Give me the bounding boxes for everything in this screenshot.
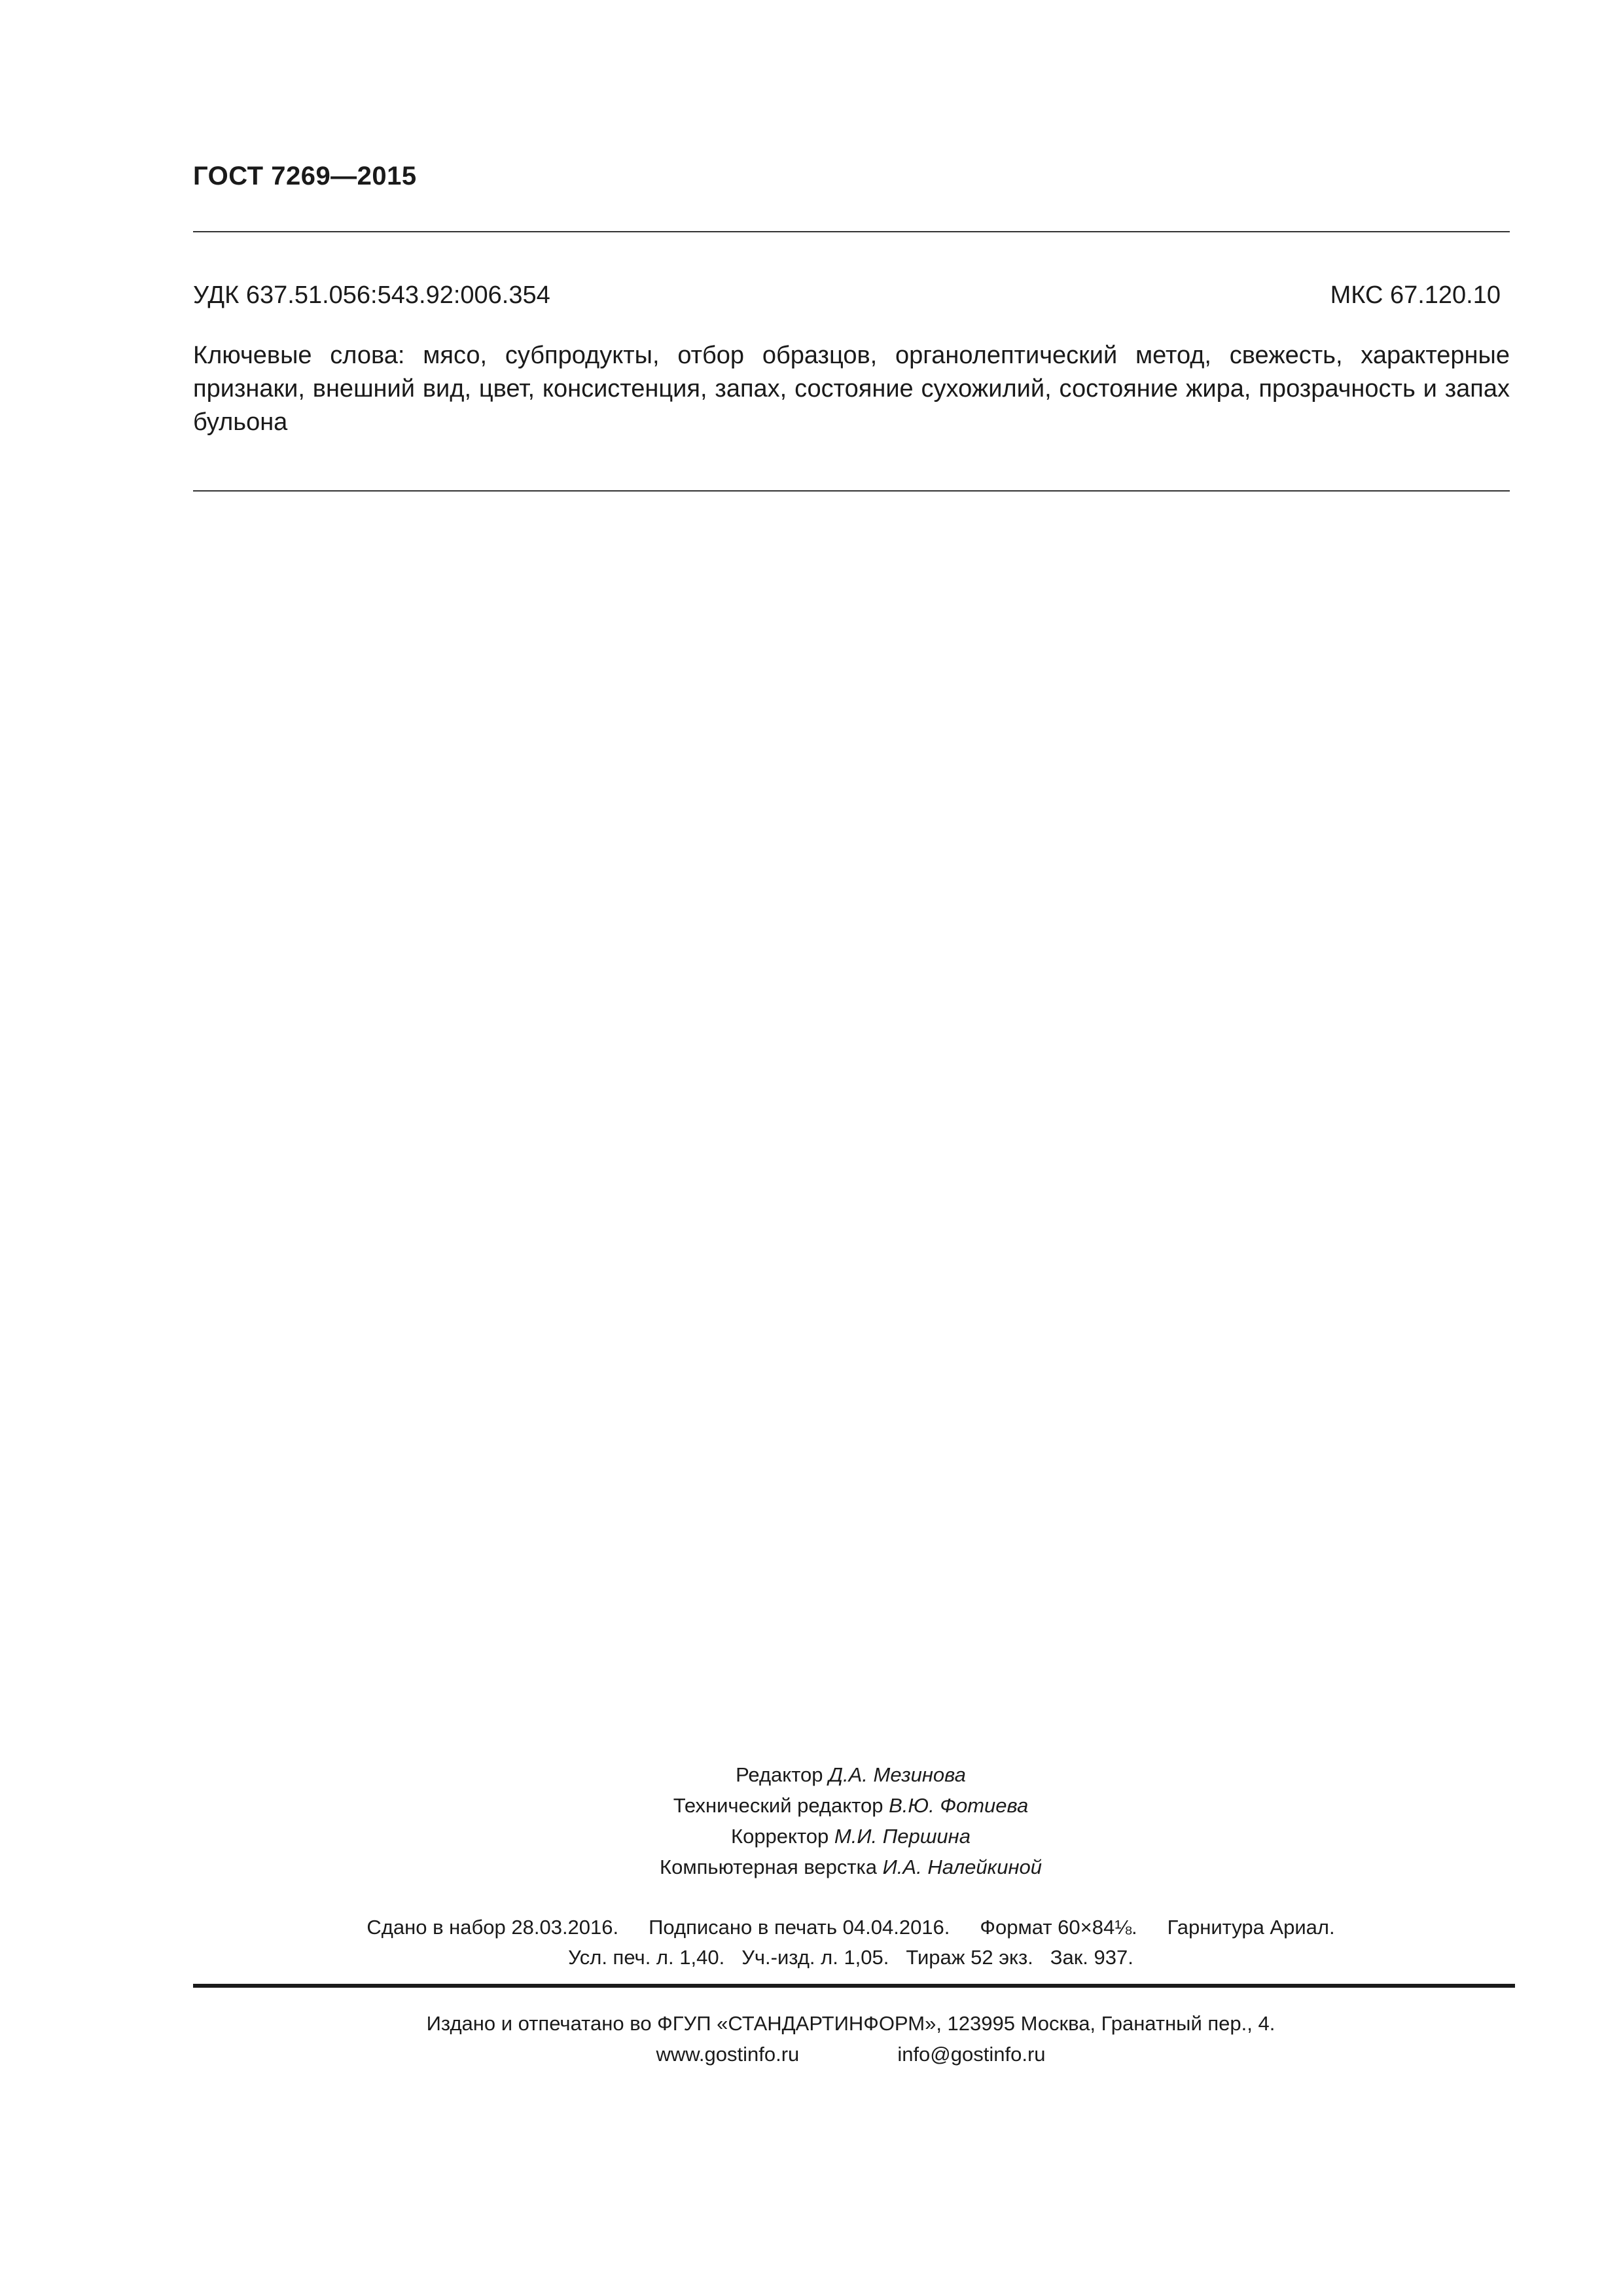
signed-date: Подписано в печать 04.04.2016. bbox=[649, 1916, 950, 1939]
email-link[interactable]: info@gostinfo.ru bbox=[897, 2043, 1046, 2066]
keywords-divider bbox=[193, 490, 1510, 492]
typeface: Гарнитура Ариал. bbox=[1167, 1916, 1335, 1939]
credits-block bbox=[0, 1759, 1623, 1882]
pub-sheets: Уч.-изд. л. 1,05. bbox=[741, 1946, 889, 1969]
submitted-date: Сдано в набор 28.03.2016. bbox=[366, 1916, 619, 1939]
udk-code: УДК 637.51.056:543.92:006.354 bbox=[193, 281, 550, 309]
publisher-block bbox=[0, 2008, 1623, 2070]
print-info-line-1 bbox=[0, 1912, 1623, 1943]
website-link[interactable]: www.gostinfo.ru bbox=[656, 2043, 800, 2066]
credit-editor: Редактор Д.А. Мезинова bbox=[736, 1763, 966, 1786]
header-divider bbox=[193, 231, 1510, 232]
print-info-block bbox=[0, 1912, 1623, 1973]
credit-tech-editor: Технический редактор В.Ю. Фотиева bbox=[673, 1794, 1029, 1817]
footer-divider bbox=[193, 1984, 1515, 1988]
print-sheets: Усл. печ. л. 1,40. bbox=[568, 1946, 725, 1969]
credit-proofreader: Корректор М.И. Першина bbox=[731, 1825, 971, 1848]
keywords-paragraph: Ключевые слова: мясо, субпродукты, отбор образцов, органолептический метод, свежесть, характерные признаки, внешний вид, цвет, консистенция, запах, состояние сухожилий, состояние жира, прозрачность и запах бульона bbox=[193, 342, 1510, 436]
circulation: Тираж 52 экз. bbox=[906, 1946, 1033, 1969]
order-number: Зак. 937. bbox=[1050, 1946, 1133, 1969]
document-code: ГОСТ 7269—2015 bbox=[193, 162, 417, 190]
print-format: Формат 60×84⅛. bbox=[980, 1916, 1137, 1939]
publisher-line: Издано и отпечатано во ФГУП «СТАНДАРТИНФОРМ», 123995 Москва, Гранатный пер., 4. bbox=[426, 2012, 1275, 2035]
credit-layout: Компьютерная верстка И.А. Налейкиной bbox=[660, 1856, 1042, 1878]
print-info-line-2 bbox=[0, 1943, 1623, 1973]
publisher-contacts bbox=[0, 2039, 1623, 2070]
mks-code: МКС 67.120.10 bbox=[1330, 281, 1501, 309]
